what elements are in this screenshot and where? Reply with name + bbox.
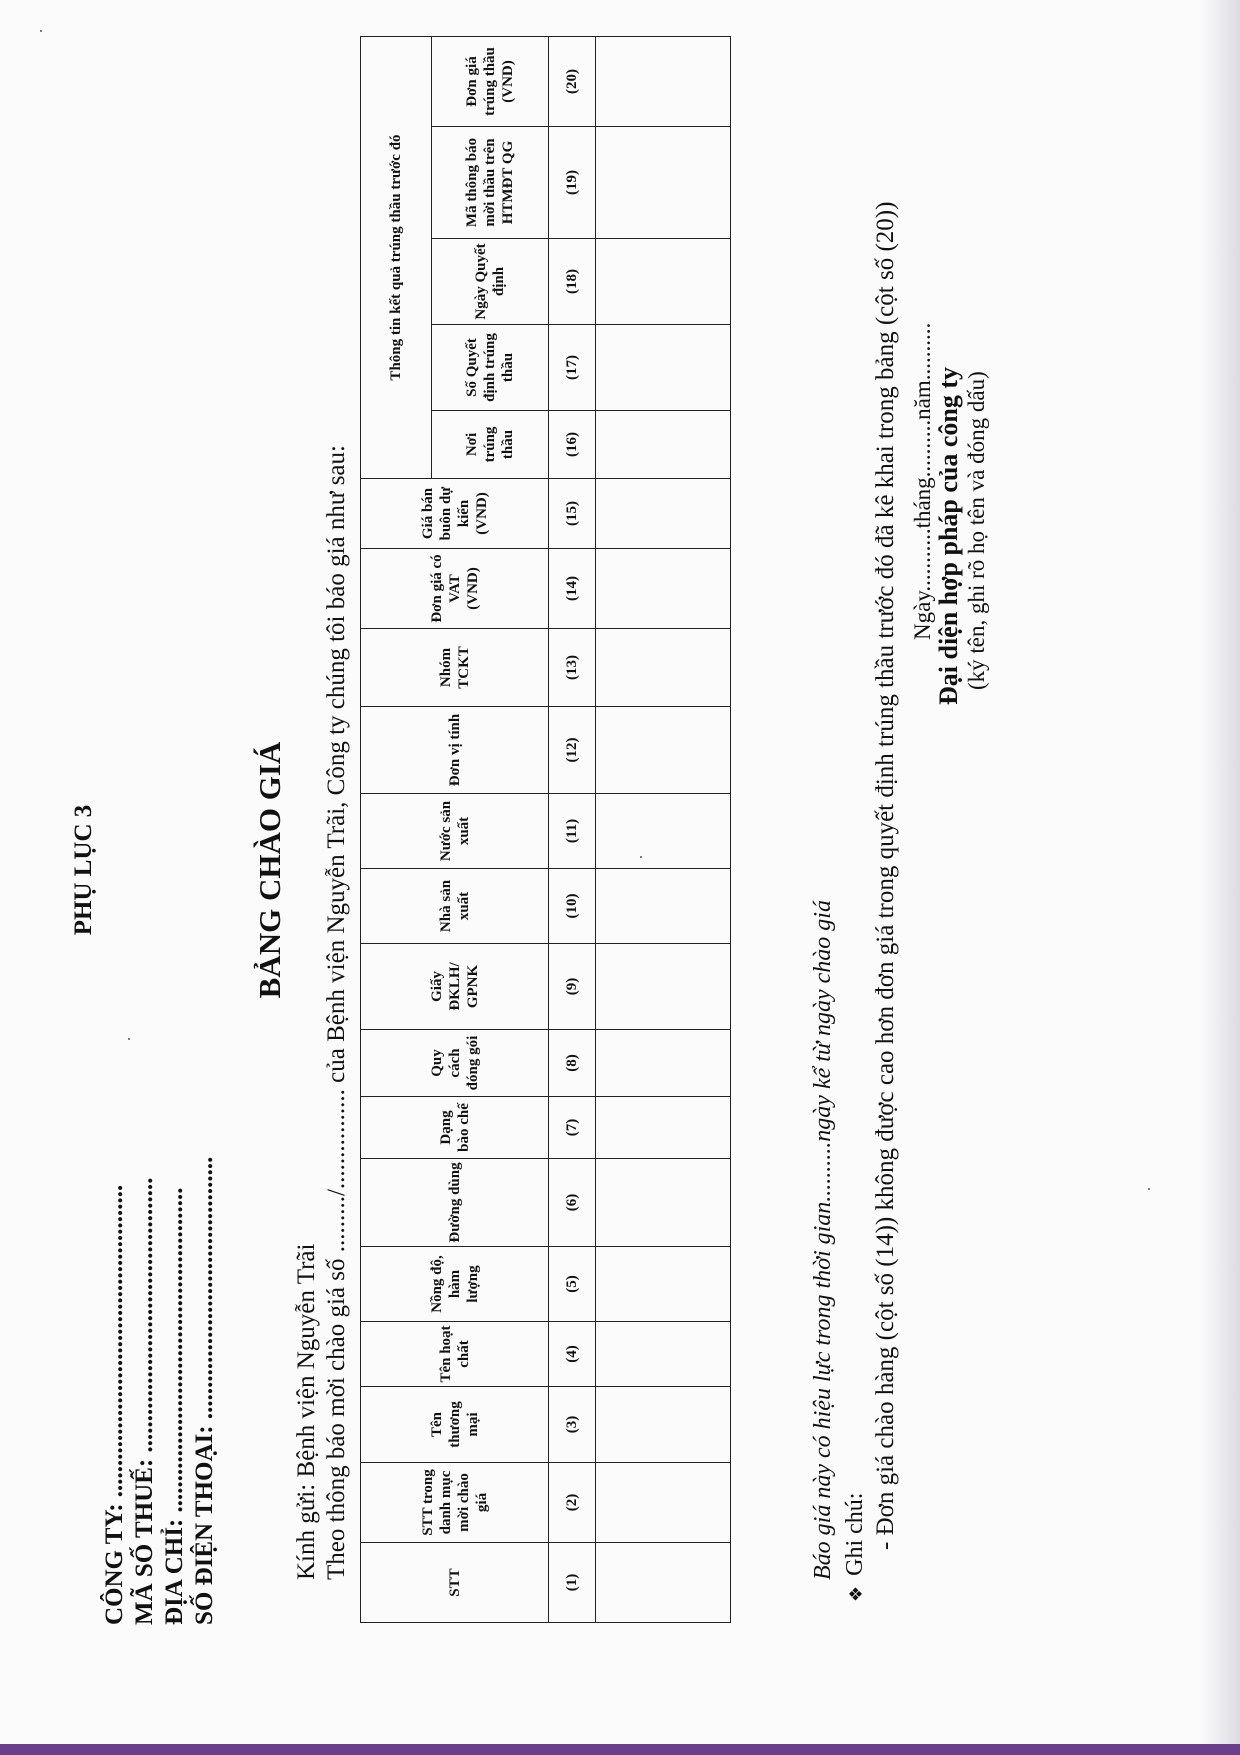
col-header-14: Đơn giá có VAT (VND): [361, 549, 549, 629]
notes-heading-text: Ghi chú:: [842, 1492, 868, 1576]
column-number: (12): [549, 707, 596, 794]
col-header-12: Đơn vị tính: [361, 707, 549, 794]
empty-data-row: [596, 37, 731, 1623]
column-number: (7): [549, 1097, 596, 1159]
data-cell: [596, 127, 731, 239]
col-header-18: Ngày Quyết định: [432, 239, 549, 325]
data-cell: [596, 1097, 731, 1159]
column-number: (20): [549, 37, 596, 127]
data-cell: [596, 1543, 731, 1623]
column-number: (8): [549, 1030, 596, 1097]
data-cell: [596, 239, 731, 325]
data-cell: [596, 1387, 731, 1463]
signature-instruction: (ký tên, ghi rõ họ tên và đóng dấu): [964, 371, 989, 690]
data-cell: [596, 1463, 731, 1543]
col-header-8: Quy cách đóng gói: [361, 1030, 549, 1097]
data-cell: [596, 549, 731, 629]
tax-code-line: MÃ SỐ THUẾ: ............................................: [131, 1177, 158, 1625]
column-number: (4): [549, 1322, 596, 1387]
data-cell: [596, 37, 731, 127]
column-number: (5): [549, 1247, 596, 1322]
column-number: (15): [549, 479, 596, 549]
scan-speck: [1148, 1188, 1150, 1190]
data-cell: [596, 411, 731, 479]
column-number: (16): [549, 411, 596, 479]
data-cell: [596, 1247, 731, 1322]
col-header-3: Tên thương mại: [361, 1387, 549, 1463]
column-number: (13): [549, 629, 596, 707]
col-header-13: Nhóm TCKT: [361, 629, 549, 707]
scan-bottom-bar: [0, 1744, 1240, 1755]
appendix-title: PHỤ LỤC 3: [70, 804, 97, 936]
page-edge-shadow: [1200, 0, 1240, 1755]
data-cell: [596, 1159, 731, 1247]
data-cell: [596, 869, 731, 944]
previous-award-group-header: Thông tin kết quả trúng thầu trước đó: [361, 37, 432, 479]
quotation-title: BẢNG CHÀO GIÁ: [252, 741, 287, 999]
col-header-16: Nơi trúng thầu: [432, 411, 549, 479]
diamond-bullet-icon: ❖: [846, 1585, 866, 1602]
quotation-table: [360, 36, 731, 1623]
column-number: (17): [549, 325, 596, 411]
col-header-5: Nồng độ, hàm lượng: [361, 1247, 549, 1322]
validity-note: Báo giá này có hiệu lực trong thời gian..........ngày kể từ ngày chào giá: [810, 900, 836, 1580]
column-number-row: [549, 37, 596, 1623]
rotated-page-content: [30, 20, 1180, 1720]
column-number: (3): [549, 1387, 596, 1463]
col-header-15: Giá bán buôn dự kiến (VND): [361, 479, 549, 549]
col-header-6: Đường dùng: [361, 1159, 549, 1247]
note-line-1: - Đơn giá chào hàng (cột số (14)) không được cao hơn đơn giá trong quyết định trúng thầu trước đó đã kê khai trong bảng (cột số (20)): [872, 201, 899, 1550]
company-info-block: [100, 1157, 220, 1625]
scan-speck: [128, 1038, 130, 1040]
col-header-19: Mã thông báo mời thầu trên HTMĐT QG: [432, 127, 549, 239]
column-number: (6): [549, 1159, 596, 1247]
company-name-line: CÔNG TY: ..................................................: [101, 1184, 128, 1625]
data-cell: [596, 629, 731, 707]
reference-line: Theo thông báo mời chào giá số ........./................ của Bệnh viện Nguyễn Trãi, Công ty chúng tôi báo giá như sau:: [323, 445, 350, 1580]
signature-title: Đại diện hợp pháp của công ty: [934, 366, 963, 705]
column-number: (1): [549, 1543, 596, 1623]
address-line: ĐỊA CHỈ: ....................................................: [161, 1187, 188, 1625]
col-header-4: Tên hoạt chất: [361, 1322, 549, 1387]
column-number: (2): [549, 1463, 596, 1543]
data-cell: [596, 1030, 731, 1097]
col-header-17: Số Quyết định trúng thầu: [432, 325, 549, 411]
recipient-line: Kính gửi: Bệnh viện Nguyễn Trãi: [293, 1243, 320, 1580]
column-number: (10): [549, 869, 596, 944]
col-header-2: STT trong danh mục mời chào giá: [361, 1463, 549, 1543]
data-cell: [596, 1322, 731, 1387]
scan-speck: [640, 856, 642, 858]
notes-heading: [842, 1493, 869, 1602]
column-number: (14): [549, 549, 596, 629]
intro-block: [292, 445, 352, 1580]
data-cell: [596, 794, 731, 869]
scan-speck: [40, 30, 42, 32]
data-cell: [596, 325, 731, 411]
col-header-9: Giấy ĐKLH/ GPNK: [361, 944, 549, 1030]
column-number: (18): [549, 239, 596, 325]
phone-line: SỐ ĐIỆN THOẠI: ..........................................: [191, 1156, 218, 1625]
col-header-7: Dạng bào chế: [361, 1097, 549, 1159]
column-number: (19): [549, 127, 596, 239]
col-header-11: Nước sản xuất: [361, 794, 549, 869]
data-cell: [596, 944, 731, 1030]
col-header-20: Đơn giá trúng thầu (VND): [432, 37, 549, 127]
data-cell: [596, 479, 731, 549]
header-row-1: [361, 37, 432, 1623]
col-header-1: STT: [361, 1543, 549, 1623]
data-cell: [596, 707, 731, 794]
col-header-10: Nhà sản xuất: [361, 869, 549, 944]
column-number: (11): [549, 794, 596, 869]
column-number: (9): [549, 944, 596, 1030]
signature-date: Ngày...........tháng..........năm..........: [910, 322, 935, 640]
